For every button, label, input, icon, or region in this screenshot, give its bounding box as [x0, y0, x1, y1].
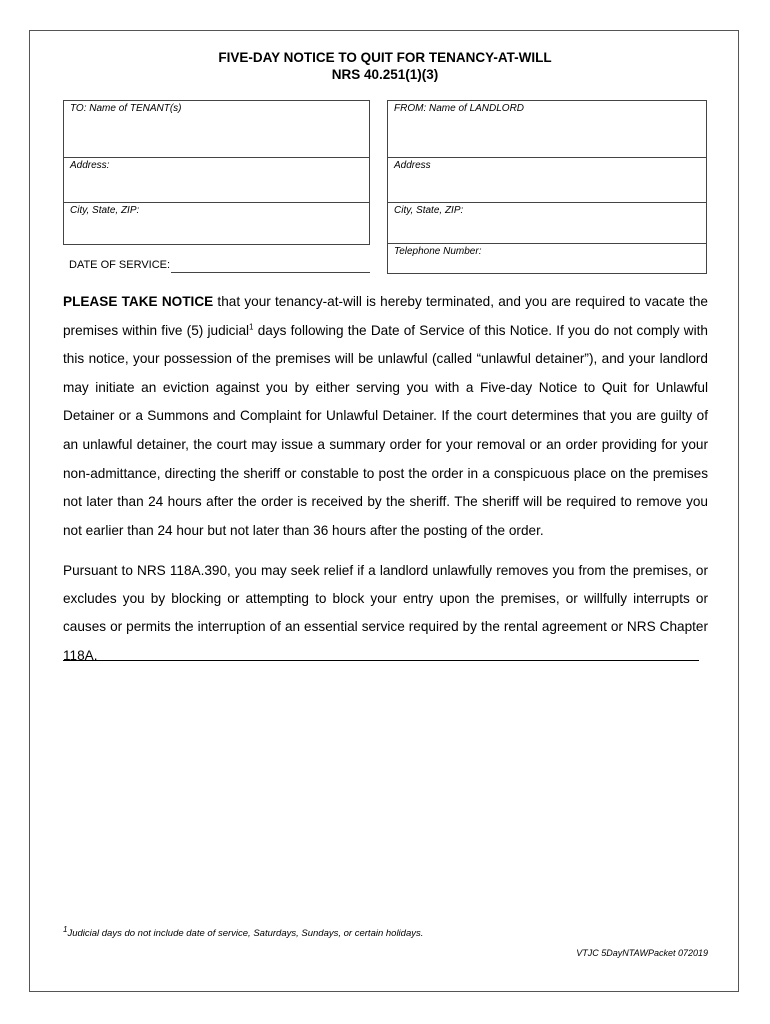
- notice-text-a: that your tenancy-at-will is hereby terminated, and you are required to vacate the premises within five (5) judicial: [63, 294, 708, 338]
- divider: [388, 243, 706, 244]
- divider: [388, 202, 706, 203]
- notice-lead: PLEASE TAKE NOTICE: [63, 294, 214, 309]
- date-of-service-label: DATE OF SERVICE:: [69, 259, 171, 271]
- landlord-city-label: City, State, ZIP:: [394, 205, 464, 216]
- form-title: FIVE-DAY NOTICE TO QUIT FOR TENANCY-AT-WILL: [218, 50, 552, 65]
- tenant-name-label: TO: Name of TENANT(s): [70, 103, 182, 114]
- divider: [64, 157, 369, 158]
- date-of-service-field[interactable]: [171, 272, 370, 273]
- paragraph-end-line: [63, 660, 699, 661]
- divider: [388, 157, 706, 158]
- relief-paragraph: Pursuant to NRS 118A.390, you may seek relief if a landlord unlawfully removes you from the premises, or excludes you by blocking or attempting to block your entry upon the premises, or willfully interrupts or causes or permits the interruption of an essential service required by the rental agreement or NRS Chapter 118A.: [63, 563, 708, 663]
- landlord-box: [387, 100, 707, 274]
- footnote-mark: 1: [63, 924, 68, 934]
- form-code: VTJC 5DayNTAWPacket 072019: [576, 948, 708, 958]
- tenant-city-label: City, State, ZIP:: [70, 205, 140, 216]
- tenant-box: [63, 100, 370, 245]
- divider: [64, 202, 369, 203]
- footnote-text: Judicial days do not include date of service, Saturdays, Sundays, or certain holidays.: [67, 928, 424, 939]
- form-statute: NRS 40.251(1)(3): [331, 67, 439, 82]
- landlord-address-label: Address: [394, 160, 431, 171]
- landlord-name-label: FROM: Name of LANDLORD: [394, 103, 525, 114]
- footnote: [63, 924, 424, 939]
- notice-text-b: days following the Date of Service of this Notice. If you do not comply with this notice, your possession of the premises will be unlawful (called “unlawful detainer”), and your landlord may initiate an eviction against you by either serving you with a Five-day Notice to Quit for Unlawful Detainer or a Summons and Complaint for Unlawful Detainer. If the court determines that you are guilty of an unlawful detainer, the court may issue a summary order for your removal or an order providing for your non-admittance, directing the sheriff or constable to post the order in a conspicuous place on the premises not later than 24 hours after the order is received by the sheriff. The sheriff will be required to remove you not earlier than 24 hour but not later than 36 hours after the posting of the order.: [63, 322, 708, 538]
- tenant-address-label: Address:: [70, 160, 110, 171]
- notice-paragraph: [63, 288, 708, 545]
- landlord-phone-label: Telephone Number:: [394, 246, 482, 257]
- footnote-marker: 1: [249, 322, 254, 332]
